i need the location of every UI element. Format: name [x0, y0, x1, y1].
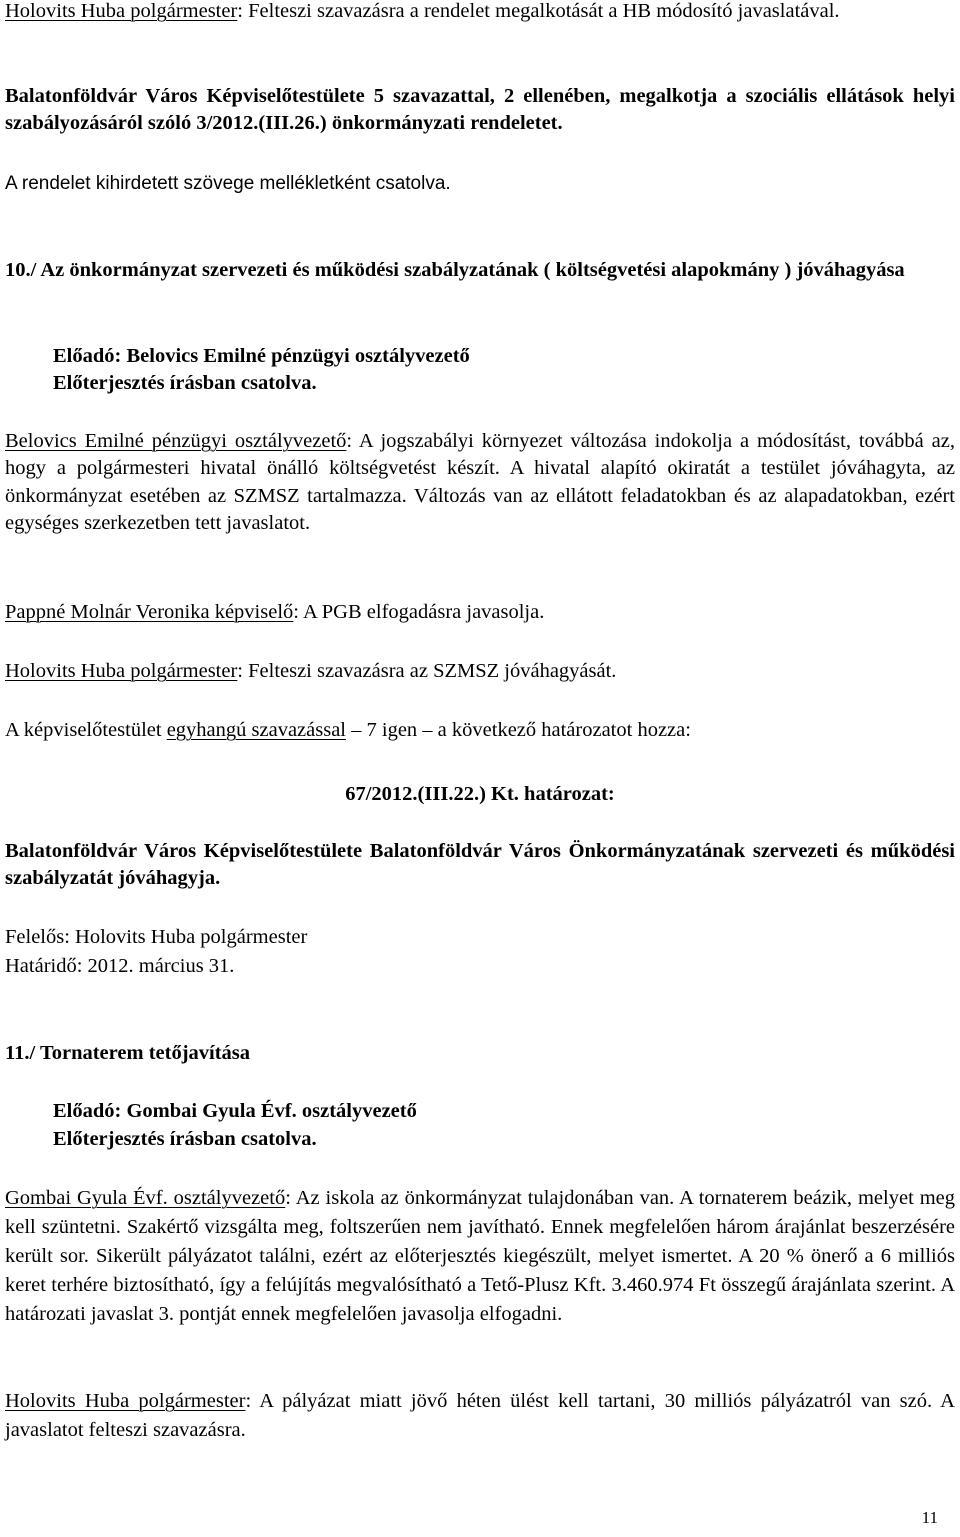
- paragraph-text: : A jogszabályi környezet változása indokolja a módosítást, továbbá az, hogy a polgármesteri hivatal önálló költségvetést készít. A hivatal alapító okiratát a testület jóváhagyta, az önkormányzat esetében az SZMSZ tartalmazza. Változás van az ellátott feladatokban és az alapadatokban, ezért egységes szerkezetben tett javaslatot.: [5, 430, 955, 534]
- vote-prefix: A képviselőtestület: [5, 719, 167, 741]
- paragraph-speech: [5, 428, 955, 537]
- resolution-number: 67/2012.(III.22.) Kt. határozat:: [345, 783, 615, 805]
- paragraph-text: : Felteszi szavazásra az SZMSZ jóváhagyását.: [237, 660, 617, 682]
- speaker-name: Holovits Huba polgármester: [5, 0, 238, 22]
- paragraph-text: : A PGB elfogadásra javasolja.: [293, 601, 545, 623]
- agenda-item-heading-11: 11./ Tornaterem tetőjavítása: [5, 1042, 251, 1064]
- paragraph-speech: [5, 1387, 955, 1445]
- paragraph-speech: [5, 599, 955, 626]
- speaker-name: Pappné Molnár Veronika képviselő: [5, 601, 294, 623]
- vote-suffix: – 7 igen – a következő határozatot hozza:: [346, 719, 691, 741]
- speaker-name: Gombai Gyula Évf. osztályvezető: [5, 1187, 286, 1209]
- presenter-line: Előadó: Gombai Gyula Évf. osztályvezető: [53, 1100, 417, 1122]
- speaker-name: Belovics Emilné pénzügyi osztályvezető: [5, 430, 347, 452]
- page-number: 11: [921, 1508, 938, 1527]
- speaker-name: Holovits Huba polgármester: [5, 1390, 246, 1412]
- proposal-line: Előterjesztés írásban csatolva.: [53, 1128, 317, 1150]
- paragraph-text: : Az iskola az önkormányzat tulajdonában van. A tornaterem beázik, melyet meg kell szüntetni. Szakértő vizsgálta meg, foltszerűen nem javítható. Ennek megfelelően három árajánlat beszerzésére került sor. Sikerült pályázatot találni, ezért az előterjesztés kiegészült, melyet ismertet. A 20 % önerő a 6 milliós keret terhére biztosítható, így a felújítás megvalósítható a Tető-Plusz Kft. 3.460.974 Ft összegű árajánlata szerint. A határozati javaslat 3. pontját ennek megfelelően javasolja elfogadni.: [5, 1187, 955, 1325]
- paragraph-attachment-note: A rendelet kihirdetett szövege mellékletként csatolva.: [5, 173, 451, 194]
- resolution-text: Balatonföldvár Város Képviselőtestülete Balatonföldvár Város Önkormányzatának szervezeti és működési szabályzatát jóváhagyja.: [5, 840, 955, 889]
- responsible-line: Felelős: Holovits Huba polgármester: [5, 926, 308, 948]
- paragraph-speech: [5, 1184, 955, 1329]
- vote-type: egyhangú szavazással: [166, 719, 346, 741]
- deadline-line: Határidő: 2012. március 31.: [5, 955, 235, 977]
- proposal-line: Előterjesztés írásban csatolva.: [53, 372, 317, 394]
- paragraph-speech: [5, 658, 955, 685]
- paragraph-decision-rendelet: Balatonföldvár Város Képviselőtestülete 5 szavazattal, 2 ellenében, megalkotja a szociális ellátások helyi szabályozásáról szóló 3/2012.(III.26.) önkormányzati rendeletet.: [5, 85, 955, 134]
- agenda-item-heading-10: 10./ Az önkormányzat szervezeti és működési szabályzatának ( költségvetési alapokmány ) jóváhagyása: [5, 259, 905, 281]
- paragraph-text: : A pályázat miatt jövő héten ülést kell tartani, 30 milliós pályázatról van szó. A javaslatot felteszi szavazásra.: [5, 1390, 955, 1441]
- speaker-name: Holovits Huba polgármester: [5, 660, 238, 682]
- paragraph-vote-call-1: [5, 0, 955, 25]
- paragraph-text: : Felteszi szavazásra a rendelet megalkotását a HB módosító javaslatával.: [237, 0, 840, 22]
- vote-result-line: [5, 717, 955, 744]
- presenter-line: Előadó: Belovics Emilné pénzügyi osztályvezető: [53, 345, 470, 367]
